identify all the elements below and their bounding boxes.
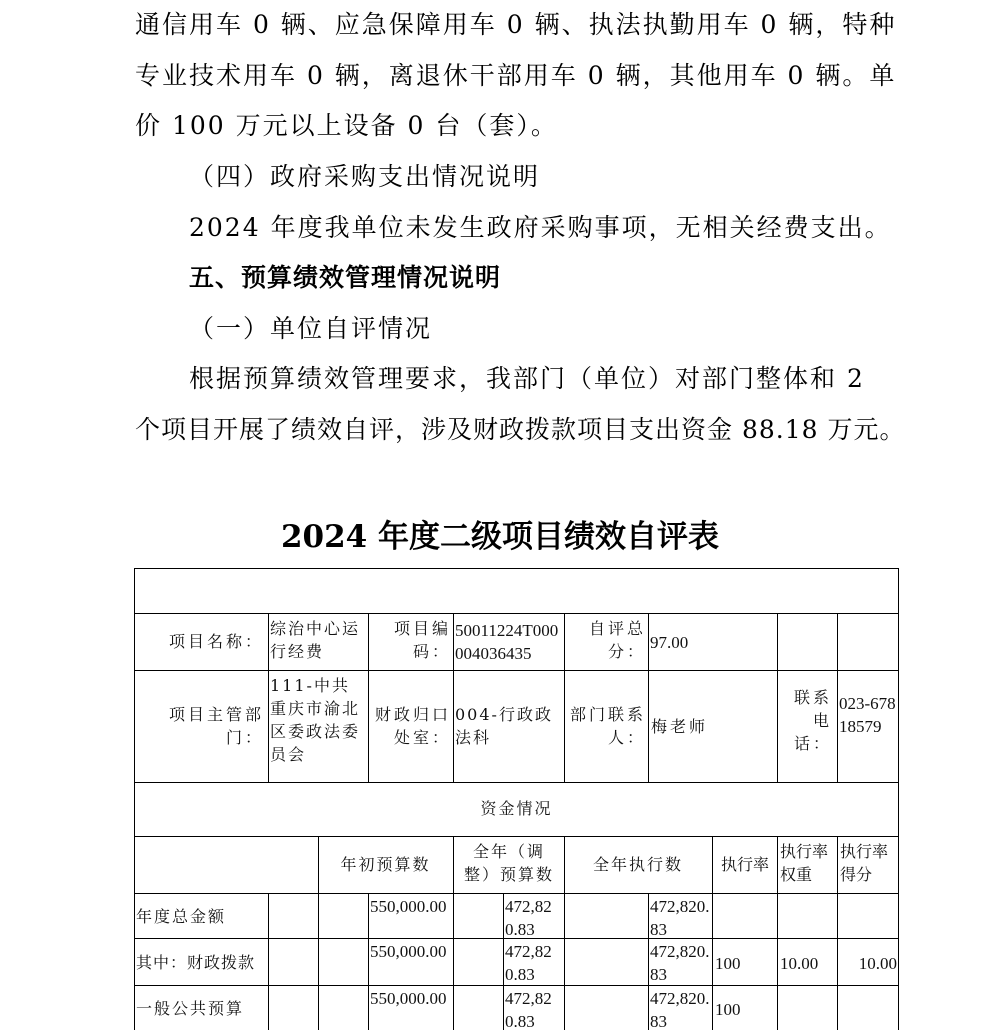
table-cell-initial: 550,000.00 <box>370 989 447 1008</box>
col-header-executed: 全年执行数 <box>592 855 683 874</box>
col-header-score: 执行率得分 <box>840 842 889 884</box>
paragraph-line-8: 个项目开展了绩效自评，涉及财政拨款项目支出资金 88.18 万元。 <box>135 415 906 444</box>
grid-line <box>837 836 838 1030</box>
table-cell-initial: 550,000.00 <box>370 897 447 916</box>
grid-line <box>648 613 649 782</box>
table-cell-executed: 472,820.83 <box>650 897 710 939</box>
contact-label: 部门联系人： <box>569 705 646 747</box>
grid-line <box>453 893 454 1030</box>
phone-label: 联系电话： <box>793 688 832 753</box>
section-heading-performance: 五、预算绩效管理情况说明 <box>189 263 502 292</box>
grid-line <box>134 670 899 671</box>
grid-line <box>648 893 649 1030</box>
funds-section-header: 资金情况 <box>480 799 553 818</box>
table-cell-adjusted: 472,820.83 <box>505 942 552 984</box>
grid-line <box>368 893 369 1030</box>
table-row-label: 其中：财政拨款 <box>136 953 256 972</box>
col-header-adjusted-budget: 全年（调整）预算数 <box>463 842 554 884</box>
section-heading-government-procurement: （四）政府采购支出情况说明 <box>189 162 541 191</box>
grid-line <box>777 836 778 1030</box>
table-row-label: 一般公共预算 <box>136 999 245 1018</box>
self-score-label: 自评总分： <box>588 619 646 661</box>
section-heading-self-evaluation: （一）单位自评情况 <box>189 314 433 343</box>
contact-value: 梅老师 <box>651 717 709 736</box>
project-code-label: 项目编码： <box>393 619 451 661</box>
table-cell-score: 10.00 <box>858 954 897 973</box>
grid-line <box>268 613 269 782</box>
grid-line <box>134 568 899 569</box>
table-cell-adjusted: 472,820.83 <box>505 989 552 1031</box>
grid-line <box>777 613 778 782</box>
project-name-label: 项目名称： <box>168 632 264 651</box>
grid-line <box>134 782 899 783</box>
table-cell-weight: 10.00 <box>780 954 819 973</box>
dept-label: 项目主管部门： <box>168 705 264 747</box>
dept-value: 111-中共重庆市渝北区委政法委员会 <box>270 676 361 764</box>
table-row-label: 年度总金额 <box>136 907 227 926</box>
table-cell-rate: 100 <box>715 1000 741 1019</box>
table-cell-initial: 550,000.00 <box>370 942 447 961</box>
paragraph-line-7: 根据预算绩效管理要求，我部门（单位）对部门整体和 2 <box>189 364 865 393</box>
grid-line <box>712 836 713 1030</box>
col-header-initial-budget: 年初预算数 <box>340 855 431 874</box>
self-score-value: 97.00 <box>650 633 689 652</box>
grid-line <box>134 893 899 894</box>
grid-line <box>134 613 899 614</box>
grid-line <box>368 613 369 782</box>
grid-line <box>564 613 565 782</box>
grid-line <box>564 836 565 893</box>
finance-value: 004-行政政法科 <box>455 705 553 747</box>
grid-line <box>318 836 319 893</box>
grid-line <box>318 893 319 1030</box>
paragraph-line-5: 2024 年度我单位未发生政府采购事项，无相关经费支出。 <box>189 213 892 242</box>
paragraph-line-2: 专业技术用车 0 辆，离退休干部用车 0 辆，其他用车 0 辆。单 <box>135 61 897 90</box>
paragraph-line-1: 通信用车 0 辆、应急保障用车 0 辆、执法执勤用车 0 辆，特种 <box>135 10 897 39</box>
table-cell-rate: 100 <box>715 954 741 973</box>
col-header-rate: 执行率 <box>720 855 769 874</box>
project-code-value: 50011224T000004036435 <box>455 621 559 663</box>
grid-line <box>453 836 454 893</box>
table-cell-adjusted: 472,820.83 <box>505 897 552 939</box>
col-header-weight: 执行率权重 <box>780 842 829 884</box>
phone-value: 023-67818579 <box>839 694 896 736</box>
grid-line <box>837 613 838 782</box>
grid-line <box>503 893 504 1030</box>
table-cell-executed: 472,820.83 <box>650 942 710 984</box>
paragraph-line-3: 价 100 万元以上设备 0 台（套）。 <box>135 111 558 140</box>
project-name-value: 综治中心运行经费 <box>270 619 361 661</box>
grid-line <box>453 613 454 782</box>
finance-label: 财政归口处室： <box>374 705 451 747</box>
grid-line <box>564 893 565 1030</box>
table-cell-executed: 472,820.83 <box>650 989 710 1031</box>
table-title: 2024 年度二级项目绩效自评表 <box>280 519 720 555</box>
grid-line <box>134 836 899 837</box>
